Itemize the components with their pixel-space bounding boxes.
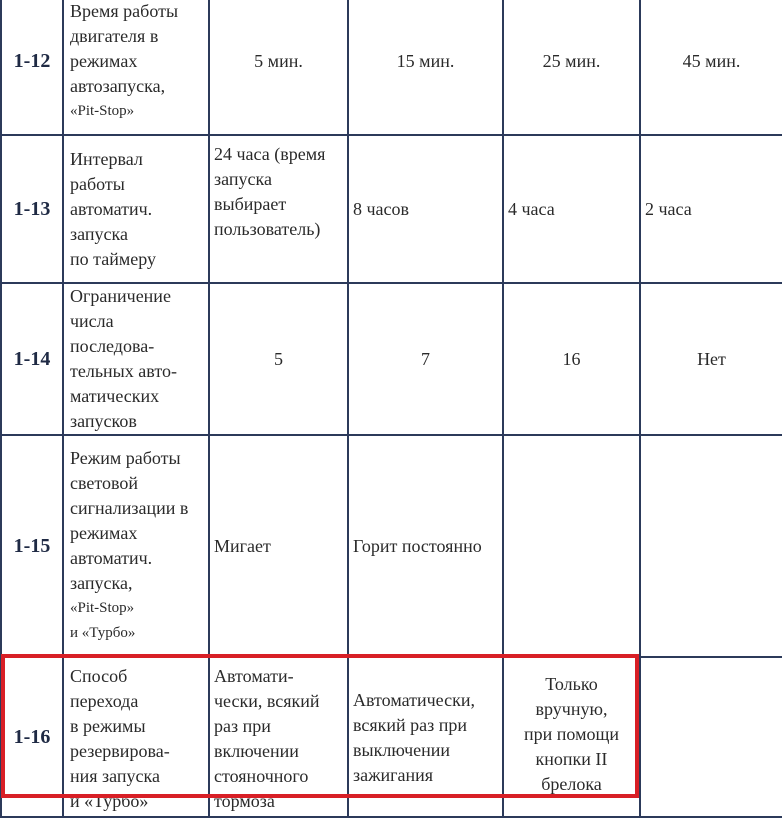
value-cell	[640, 435, 782, 657]
parameter-cell: Ограничение числа последова- тельных авто- матических запусков	[63, 283, 209, 435]
value-cell	[503, 435, 640, 657]
table-row	[1, 0, 782, 135]
parameter-cell: Способ перехода в режимы резервирова- ния запуска и «Турбо»	[63, 657, 209, 817]
value-cell: 24 часа (время запуска выбирает пользователь)	[209, 135, 348, 283]
value-cell: Нет	[640, 283, 782, 435]
value-cell: Горит постоянно	[348, 435, 503, 657]
parameter-cell: Время работы двигателя в режимах автозапуска, «Pit-Stop»	[63, 0, 209, 135]
row-number: 1-15	[1, 435, 63, 657]
value-cell: 45 мин.	[640, 0, 782, 135]
row-number: 1-14	[1, 283, 63, 435]
table-row	[1, 135, 782, 283]
value-cell: Только вручную, при помощи кнопки II брелока	[503, 657, 640, 817]
value-cell: Автомати- чески, всякий раз при включении стояночного тормоза	[209, 657, 348, 817]
value-cell: 8 часов	[348, 135, 503, 283]
value-cell: 4 часа	[503, 135, 640, 283]
table-row	[1, 435, 782, 657]
row-number: 1-16	[1, 657, 63, 817]
table-row	[1, 657, 782, 817]
value-cell: 25 мин.	[503, 0, 640, 135]
value-cell: 2 часа	[640, 135, 782, 283]
value-cell: 15 мин.	[348, 0, 503, 135]
parameter-cell: Режим работы световой сигнализации в режимах автоматич. запуска, «Pit-Stop» и «Турбо»	[63, 435, 209, 657]
table-row	[1, 283, 782, 435]
value-cell: Мигает	[209, 435, 348, 657]
value-cell: 5 мин.	[209, 0, 348, 135]
value-cell: 5	[209, 283, 348, 435]
value-cell: 16	[503, 283, 640, 435]
value-cell: Автоматически, всякий раз при выключении зажигания	[348, 657, 503, 817]
value-cell	[640, 657, 782, 817]
parameter-cell: Интервал работы автоматич. запуска по таймеру	[63, 135, 209, 283]
value-cell: 7	[348, 283, 503, 435]
row-number: 1-12	[1, 0, 63, 135]
row-number: 1-13	[1, 135, 63, 283]
